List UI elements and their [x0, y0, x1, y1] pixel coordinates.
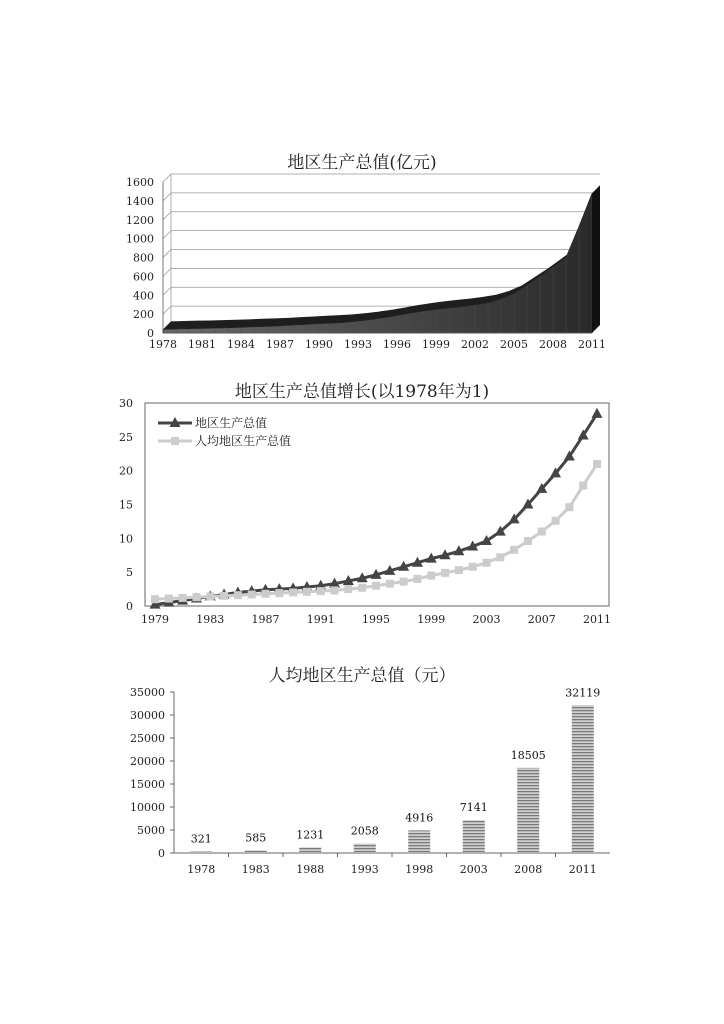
area-right-face [592, 185, 600, 333]
series1-point-2001 [455, 566, 463, 574]
ytick-800: 800 [133, 251, 154, 265]
xtick-1983: 1983 [196, 613, 225, 626]
bar-1978 [190, 852, 212, 853]
ytick-30000: 30000 [130, 709, 165, 722]
ytick-0: 0 [158, 847, 165, 860]
legend-label-1: 人均地区生产总值 [195, 434, 292, 448]
ytick-15: 15 [119, 498, 133, 512]
series1-point-2009 [565, 503, 573, 511]
xtick-2011: 2011 [568, 863, 597, 876]
xtick-1978: 1978 [187, 863, 216, 876]
ytick-1000: 1000 [126, 232, 154, 246]
series1-point-1999 [427, 572, 435, 580]
ytick-15000: 15000 [130, 778, 165, 791]
growth-line-chart [0, 395, 724, 635]
xtick-2005: 2005 [500, 338, 528, 351]
series1-point-1984 [220, 592, 228, 600]
grid-depth-200 [163, 306, 171, 314]
data-label-1998: 4916 [405, 811, 434, 825]
xtick-1978: 1978 [149, 338, 177, 351]
series1-point-1983 [206, 593, 214, 601]
series1-point-2000 [441, 569, 449, 577]
data-label-1983: 585 [245, 831, 267, 845]
ytick-35000: 35000 [130, 686, 165, 699]
series-line-1 [155, 464, 597, 599]
xtick-1979: 1979 [141, 613, 169, 626]
xtick-1991: 1991 [306, 613, 335, 626]
series1-point-1985 [234, 591, 242, 599]
series1-point-1986 [248, 590, 256, 598]
series1-point-1988 [275, 589, 283, 597]
series1-point-1997 [400, 578, 408, 586]
ytick-0: 0 [147, 327, 154, 340]
series1-point-1993 [344, 585, 352, 593]
ytick-25000: 25000 [130, 732, 165, 745]
grid-depth-600 [163, 268, 171, 276]
bar-1983 [245, 850, 267, 853]
xtick-2002: 2002 [461, 338, 489, 351]
grid-depth-1200 [163, 212, 171, 220]
ytick-20000: 20000 [130, 755, 165, 768]
series1-point-1991 [317, 587, 325, 595]
series1-point-2011 [593, 460, 601, 468]
series1-point-1982 [192, 593, 200, 601]
xtick-1984: 1984 [227, 338, 255, 351]
grid-depth-1000 [163, 231, 171, 239]
gdp-area-chart [0, 170, 724, 370]
series1-point-2003 [483, 559, 491, 567]
ytick-20: 20 [119, 464, 133, 478]
series1-point-2005 [510, 546, 518, 554]
data-label-1978: 321 [190, 832, 212, 846]
grid-depth-1600 [163, 174, 171, 182]
xtick-2003: 2003 [472, 613, 501, 626]
bar-2008 [517, 768, 539, 853]
ytick-1600: 1600 [126, 176, 154, 189]
xtick-1988: 1988 [296, 863, 325, 876]
xtick-2007: 2007 [527, 613, 556, 626]
ytick-10: 10 [119, 532, 133, 546]
series1-point-1994 [358, 584, 366, 592]
bar-1998 [408, 830, 430, 853]
ytick-200: 200 [133, 308, 154, 322]
grid-depth-400 [163, 287, 171, 295]
series1-point-1989 [289, 588, 297, 596]
series1-point-1980 [165, 595, 173, 603]
grid-depth-800 [163, 250, 171, 258]
series1-point-1992 [331, 586, 339, 594]
xtick-1993: 1993 [344, 338, 372, 351]
bar-1988 [299, 847, 321, 853]
bar-2011 [572, 705, 594, 853]
ytick-400: 400 [133, 289, 154, 303]
bar-2003 [463, 820, 485, 853]
bar-1993 [354, 844, 376, 853]
ytick-25: 25 [119, 430, 133, 444]
series1-point-2006 [524, 537, 532, 545]
xtick-1990: 1990 [305, 338, 333, 351]
ytick-10000: 10000 [130, 801, 165, 814]
xtick-1996: 1996 [383, 338, 411, 351]
xtick-1998: 1998 [405, 863, 434, 876]
xtick-2008: 2008 [539, 338, 567, 351]
xtick-1995: 1995 [362, 613, 390, 626]
series0-point-2011 [592, 408, 603, 418]
series1-point-2002 [469, 563, 477, 571]
xtick-1983: 1983 [241, 863, 270, 876]
ytick-5000: 5000 [137, 824, 165, 837]
xtick-1987: 1987 [251, 613, 280, 626]
legend-label-0: 地区生产总值 [195, 416, 268, 430]
ytick-5: 5 [126, 566, 133, 580]
series1-point-1995 [372, 582, 380, 590]
data-label-2008: 18505 [510, 748, 546, 762]
series1-point-2008 [552, 517, 560, 525]
ytick-600: 600 [133, 270, 154, 284]
series1-point-2007 [538, 528, 546, 536]
ytick-1200: 1200 [126, 213, 154, 227]
data-label-2011: 32119 [565, 686, 601, 700]
series1-point-1998 [413, 575, 421, 583]
xtick-2011: 2011 [583, 613, 611, 626]
series1-point-1979 [151, 595, 159, 603]
xtick-1981: 1981 [188, 338, 216, 351]
grid-depth-1400 [163, 193, 171, 201]
ytick-30: 30 [119, 397, 133, 410]
xtick-2003: 2003 [459, 863, 488, 876]
series1-point-1981 [179, 594, 187, 602]
data-label-2003: 7141 [459, 801, 488, 815]
series1-point-2004 [496, 553, 504, 561]
chart3-title: 人均地区生产总值（元） [268, 666, 456, 686]
series1-point-2010 [579, 482, 587, 490]
chart1-title: 地区生产总值(亿元) [287, 153, 437, 173]
series1-point-1987 [262, 590, 270, 598]
per-capita-bar-chart [0, 680, 724, 880]
xtick-1999: 1999 [422, 338, 450, 351]
xtick-2011: 2011 [578, 338, 606, 351]
ytick-0: 0 [126, 600, 133, 613]
legend-marker-1 [171, 437, 179, 445]
xtick-1999: 1999 [417, 613, 446, 626]
xtick-1987: 1987 [266, 338, 294, 351]
data-label-1993: 2058 [350, 824, 379, 838]
ytick-1400: 1400 [126, 194, 154, 208]
chart2-title: 地区生产总值增长(以1978年为1) [234, 382, 490, 402]
data-label-1988: 1231 [296, 828, 325, 842]
series1-point-1990 [303, 588, 311, 596]
series1-point-1996 [386, 580, 394, 588]
xtick-2008: 2008 [514, 863, 543, 876]
xtick-1993: 1993 [350, 863, 379, 876]
